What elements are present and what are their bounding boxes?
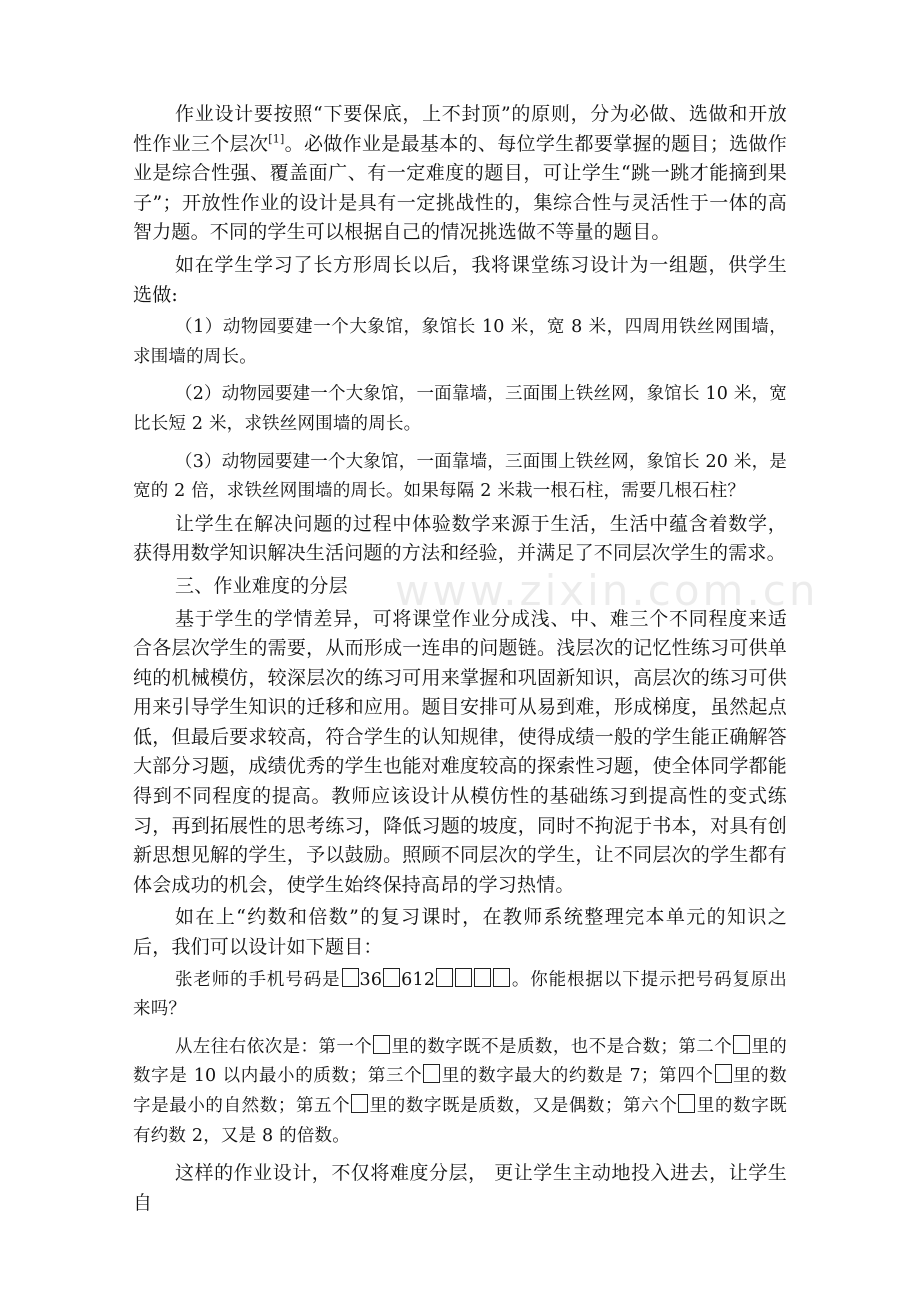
blank-box — [493, 968, 510, 987]
section-heading: 三、作业难度的分层 — [175, 574, 348, 597]
phone-number-hints: 从左往右依次是：第一个 里的数字既不是质数，也不是合数；第二个 里的数字是 10 以内最小的质数；第三个 里的数字最大的约数是 7；第四个 里的数字是最小的自然数；第五个 里的数字既是质数，又是偶数；第六个 里的数字既有约数 2，又是 8 的倍数。 — [133, 1036, 788, 1146]
blank-box — [733, 1035, 750, 1054]
paragraph-difficulty-levels: 基于学生的学情差异，可将课堂作业分成浅、中、难三个不同程度来适合各层次学生的需要，从而形成一连串的问题链。浅层次的记忆性练习可供单纯的机械模仿，较深层次的练习可用来掌握和巩固新知识，高层次的练习可供用来引导学生知识的迁移和应用。题目安排可从易到难，形成梯度，虽然起点低，但最后要求较高，符合学生的认知规律，使得成绩一般的学生能正确解答大部分习题，成绩优秀的学生也能对难度较高的探索性习题，使全体同学都能得到不同程度的提高。教师应该设计从模仿性的基础练习到提高性的变式练习，再到拓展性的思考练习，降低习题的坡度，同时不拘泥于书本，对具有创新思想见解的学生，予以鼓励。照顾不同层次的学生，让不同层次的学生都有体会成功的机会，使学生始终保持高昂的学习热情。 — [133, 607, 787, 896]
paragraph-rectangle-intro: 如在学生学习了长方形周长以后，我将课堂练习设计为一组题，供学生选做: — [133, 253, 787, 306]
exercise-2: （2）动物园要建一个大象馆，一面靠墙，三面围上铁丝网，象馆长 10 米，宽比长短 2 米，求铁丝网围墙的周长。 — [133, 384, 787, 434]
blank-box — [383, 968, 400, 987]
paragraph-conclusion: 这样的作业设计，不仅将难度分层， 更让学生主动地投入进去，让学生自 — [133, 1162, 787, 1214]
paragraph-homework-levels: 作业设计要按照“下要保底，上不封顶”的原则，分为必做、选做和开放性作业三个层次[1]。必做作业是最基本的、每位学生都要掌握的题目；选做作业是综合性强、覆盖面广、有一定难度的题目，可让学生“跳一跳才能摘到果子”；开放性作业的设计是具有一定挑战性的，集综合性与灵活性于一体的高智力题。不同的学生可以根据自己的情况挑选做不等量的题目。 — [133, 103, 787, 244]
citation-ref: [1] — [268, 132, 285, 146]
blank-box — [678, 1094, 695, 1113]
blank-box — [423, 1064, 440, 1083]
paragraph-factors-multiples: 如在上“约数和倍数”的复习课时，在教师系统整理完本单元的知识之后，我们可以设计如下题目： — [133, 906, 787, 959]
exercise-3: （3）动物园要建一个大象馆，一面靠墙，三面围上铁丝网，象馆长 20 米，是宽的 2 倍，求铁丝网围墙的周长。如果每隔 2 米栽一根石柱，需要几根石柱？ — [133, 451, 787, 502]
blank-box — [474, 968, 491, 987]
phone-number-puzzle: 张老师的手机号码是 36 612 。你能根据以下提示把号码复原出来吗？ — [133, 969, 787, 1020]
blank-box — [436, 968, 453, 987]
document-page — [133, 100, 787, 1218]
blank-box — [455, 968, 472, 987]
blank-box — [715, 1064, 732, 1083]
blank-box — [342, 968, 359, 987]
paragraph-summary: 让学生在解决问题的过程中体验数学来源于生活，生活中蕴含着数学，获得用数学知识解决生活问题的方法和经验，并满足了不同层次学生的需求。 — [133, 512, 787, 565]
blank-box — [373, 1035, 390, 1054]
watermark: www.zixin.com.cn — [395, 566, 819, 615]
blank-box — [351, 1094, 368, 1113]
exercise-1: （1）动物园要建一个大象馆，象馆长 10 米，宽 8 米，四周用铁丝网围墙，求围墙的周长。 — [133, 317, 787, 367]
